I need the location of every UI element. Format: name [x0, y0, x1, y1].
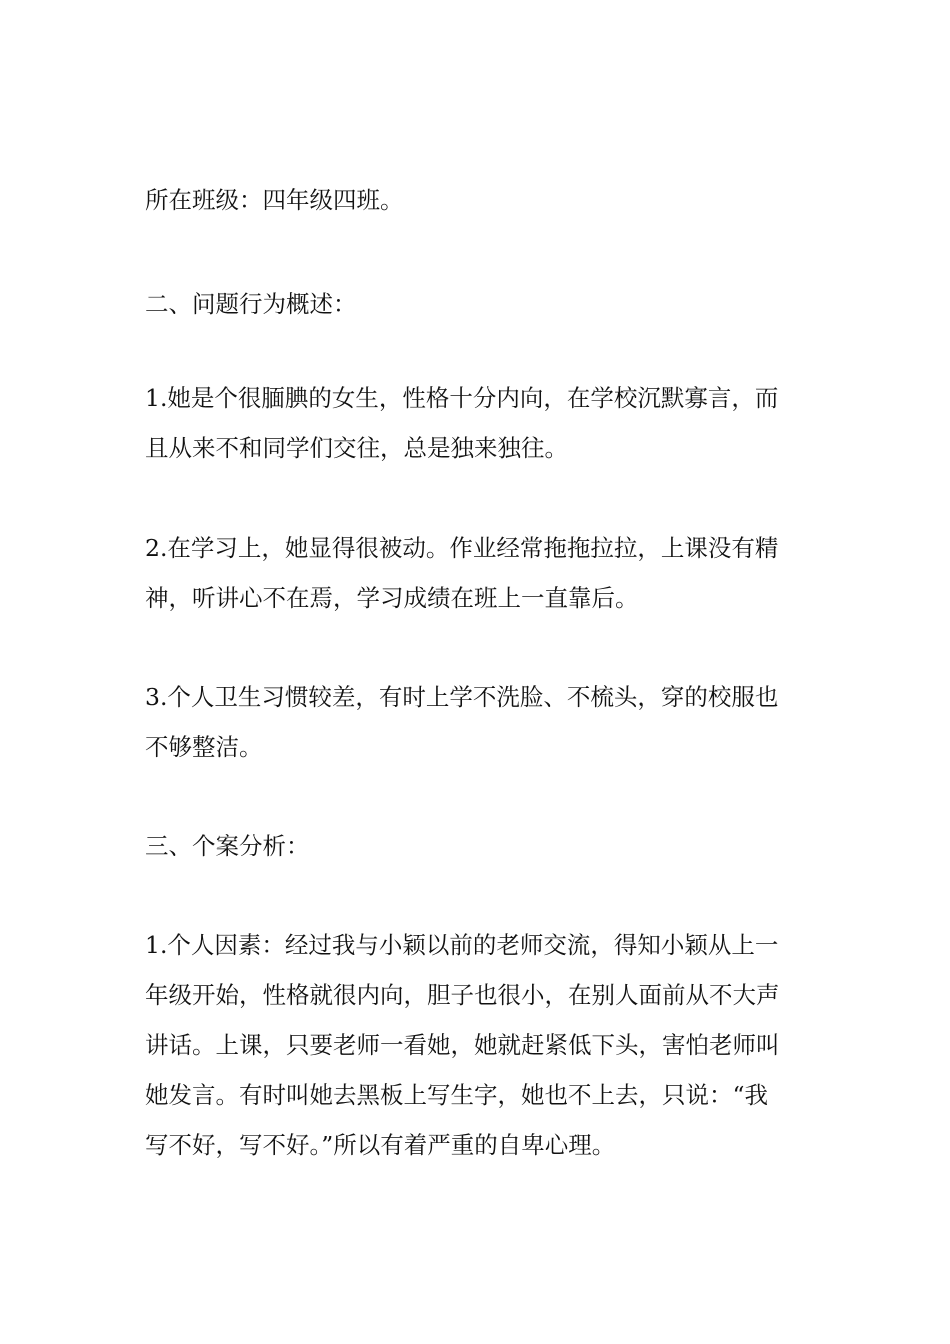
class-info-text: 所在班级：四年级四班。 — [145, 186, 404, 214]
paragraph-hygiene-habits — [145, 672, 810, 772]
paragraph-line: 讲话。上课，只要老师一看她，她就赶紧低下头，害怕老师叫 — [145, 1031, 780, 1059]
paragraph-shy-personality — [145, 373, 810, 473]
paragraph-personal-factors — [145, 920, 810, 1170]
paragraph-line: 1.个人因素：经过我与小颖以前的老师交流，得知小颖从上一 — [145, 931, 779, 959]
section-heading-text: 三、个案分析： — [145, 832, 310, 860]
class-info-line — [145, 175, 810, 225]
paragraph-line: 年级开始，性格就很内向，胆子也很小，在别人面前从不大声 — [145, 981, 780, 1009]
section-heading-case-analysis — [145, 821, 810, 871]
paragraph-line: 2.在学习上，她显得很被动。作业经常拖拖拉拉，上课没有精 — [145, 534, 779, 562]
section-heading-text: 二、问题行为概述： — [145, 290, 357, 318]
paragraph-line: 1.她是个很腼腆的女生，性格十分内向，在学校沉默寡言，而 — [145, 384, 779, 412]
paragraph-passive-learning — [145, 523, 810, 623]
paragraph-line: 写不好，写不好。”所以有着严重的自卑心理。 — [145, 1131, 616, 1159]
paragraph-line: 神，听讲心不在焉，学习成绩在班上一直靠后。 — [145, 584, 639, 612]
paragraph-line: 3.个人卫生习惯较差，有时上学不洗脸、不梳头，穿的校服也 — [145, 683, 779, 711]
paragraph-line: 不够整洁。 — [145, 733, 263, 761]
paragraph-line: 她发言。有时叫她去黑板上写生字，她也不上去，只说：“我 — [145, 1081, 769, 1109]
section-heading-problem-behavior — [145, 279, 810, 329]
paragraph-line: 且从来不和同学们交往，总是独来独往。 — [145, 434, 568, 462]
